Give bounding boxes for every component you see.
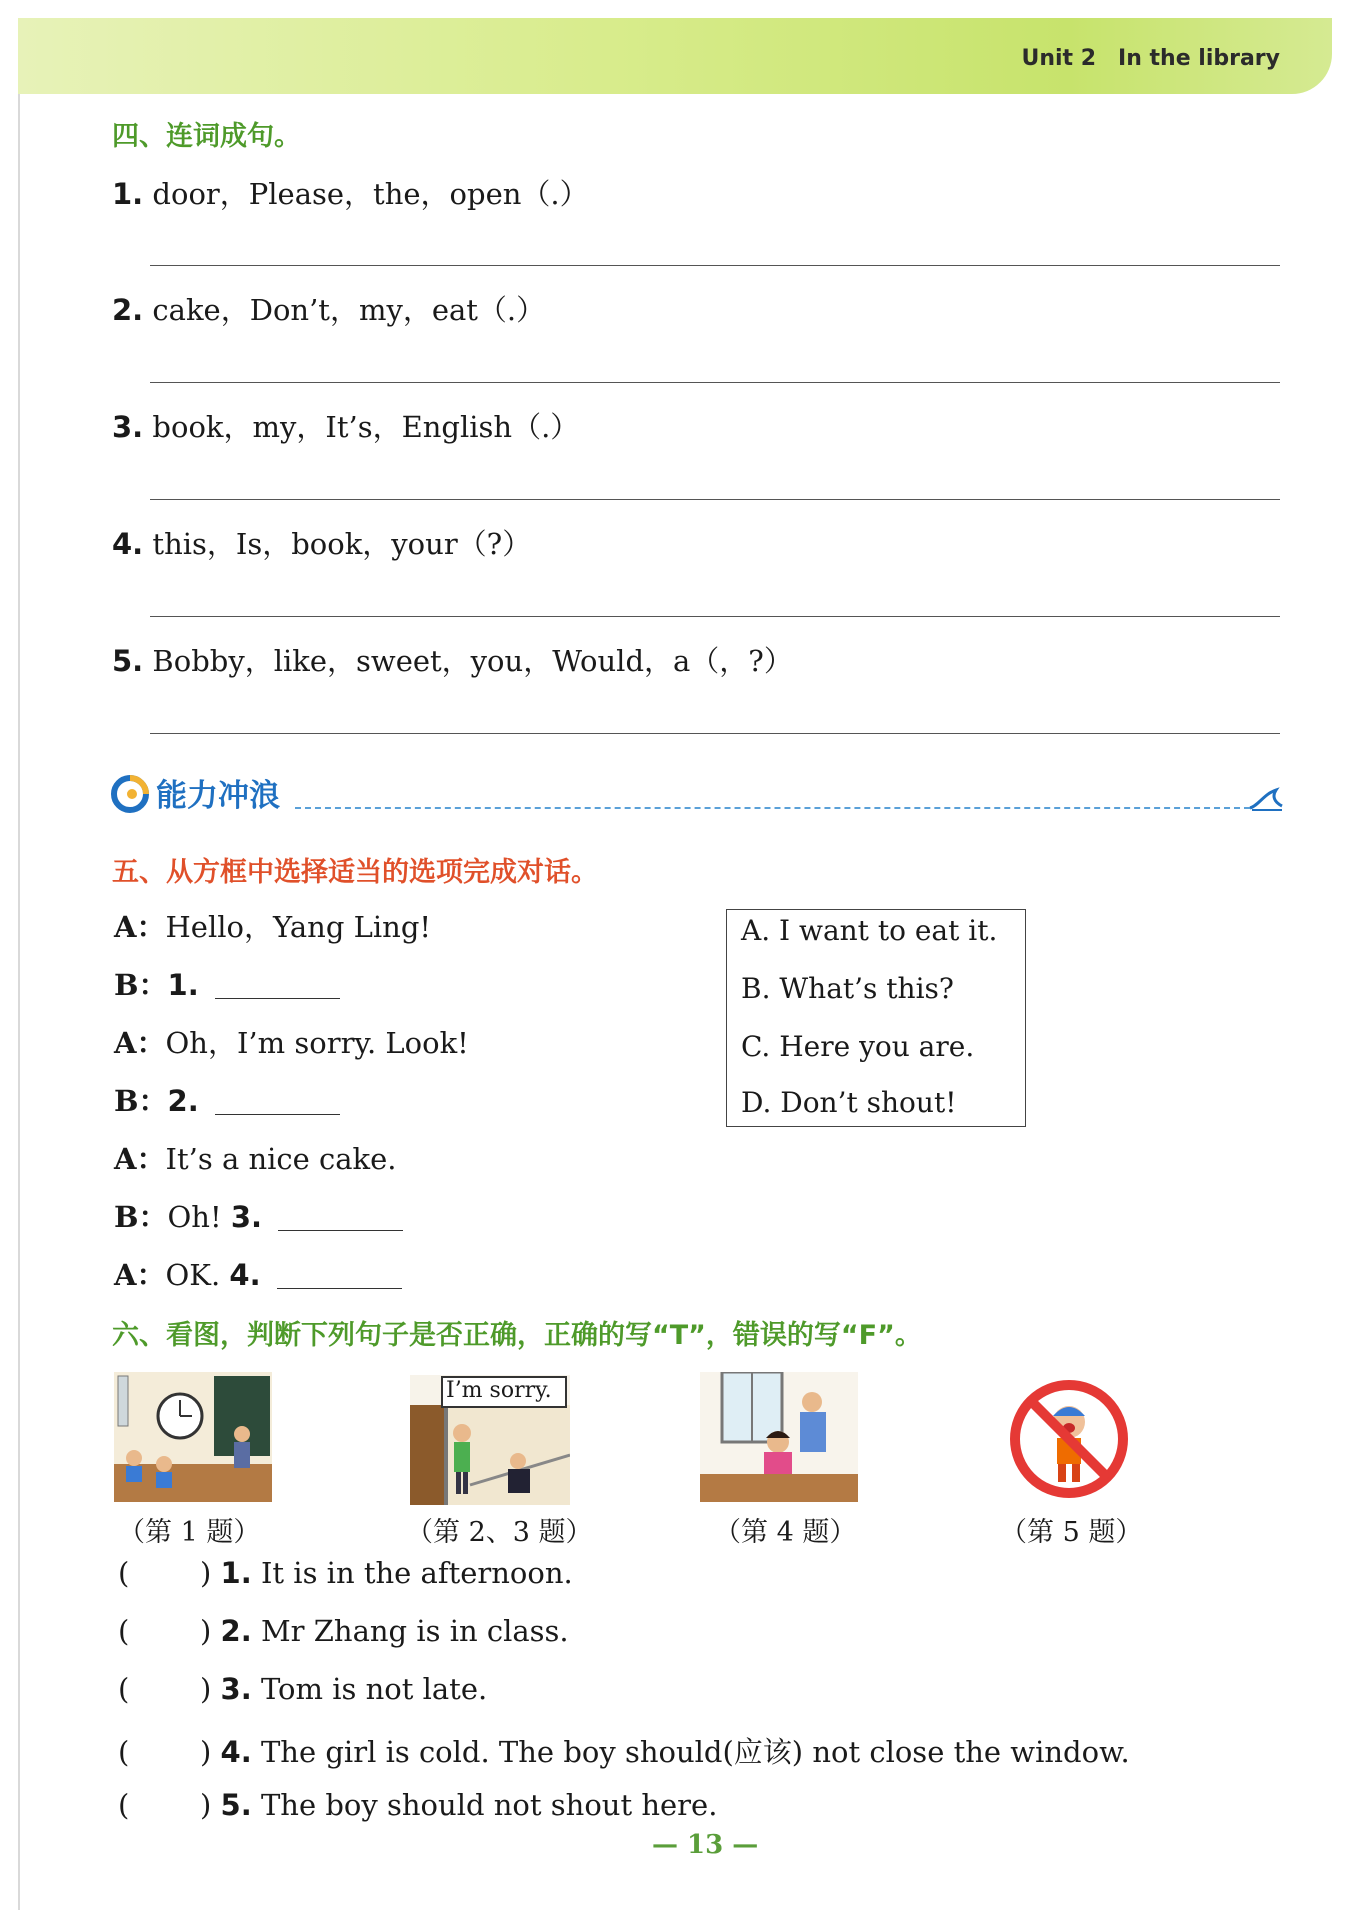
option-b: B. What’s this?	[741, 972, 954, 1005]
dialog-line-4	[114, 1079, 340, 1120]
header-title	[1021, 46, 1280, 71]
picture-3-window	[700, 1372, 858, 1502]
speech-bubble-text: I’m sorry.	[446, 1378, 552, 1403]
answer-line-2[interactable]	[150, 382, 1280, 383]
judge-close-paren-5: )	[200, 1788, 212, 1822]
unit-label: Unit 2	[1021, 46, 1097, 71]
judge-open-paren-1[interactable]: (	[118, 1556, 130, 1590]
dialog-speaker-2: B：	[114, 968, 168, 1002]
judge-num-2: 2.	[220, 1614, 252, 1648]
section4-title: 四、连词成句。	[112, 121, 301, 152]
dialog-num-3: 3.	[230, 1200, 263, 1234]
s4-item-5-num: 5.	[112, 644, 144, 678]
dialog-text-7: OK.	[165, 1258, 221, 1292]
surf-divider	[295, 807, 1250, 809]
judge-close-paren-4: )	[200, 1735, 212, 1769]
answer-line-5[interactable]	[150, 733, 1280, 734]
dialog-num-2: 2.	[167, 1084, 199, 1118]
dialog-speaker-5: A：	[114, 1142, 166, 1176]
judge-text-1: It is in the afternoon.	[260, 1556, 573, 1590]
dialog-num-4: 4.	[229, 1258, 261, 1292]
s4-item-1-text: door，Please，the，open（.）	[152, 177, 589, 211]
options-box	[726, 909, 1026, 1127]
caption-2: （第 2、3 题）	[406, 1517, 593, 1548]
dialog-speaker-4: B：	[114, 1084, 168, 1118]
judge-text-4: The girl is cold. The boy should(应该) not close the window.	[260, 1735, 1130, 1769]
s4-item-4-num: 4.	[112, 527, 144, 561]
picture-1-classroom	[114, 1372, 272, 1502]
section6-title: 六、看图，判断下列句子是否正确，正确的写“T”，错误的写“F”。	[112, 1320, 922, 1351]
s4-item-3-num: 3.	[112, 410, 144, 444]
dialog-speaker-3: A：	[114, 1026, 166, 1060]
judge-num-3: 3.	[220, 1672, 252, 1706]
dialog-speaker-6: B：	[114, 1200, 168, 1234]
surf-logo-icon	[110, 774, 150, 814]
dialog-speaker-7: A：	[114, 1258, 166, 1292]
option-d: D. Don’t shout!	[741, 1086, 957, 1119]
dialog-line-1	[114, 905, 431, 946]
dialog-text-3: Oh，I’m sorry. Look!	[165, 1026, 469, 1060]
judge-item-2	[118, 1614, 569, 1648]
page-number: — 13 —	[652, 1830, 759, 1860]
s4-item-4	[112, 522, 531, 563]
dialog-line-5	[114, 1137, 397, 1178]
judge-close-paren-1: )	[200, 1556, 212, 1590]
judge-text-3: Tom is not late.	[260, 1672, 488, 1706]
dialog-num-1: 1.	[167, 968, 199, 1002]
s4-item-2	[112, 288, 545, 329]
section5-title: 五、从方框中选择适当的选项完成对话。	[112, 857, 598, 888]
dialog-text-6: Oh!	[167, 1200, 222, 1234]
s4-item-5	[112, 639, 793, 680]
judge-item-5	[118, 1788, 717, 1822]
s4-item-3	[112, 405, 579, 446]
judge-item-1	[118, 1556, 573, 1590]
judge-close-paren-2: )	[200, 1614, 212, 1648]
s4-item-3-text: book，my，It’s，English（.）	[152, 410, 580, 444]
option-c: C. Here you are.	[741, 1030, 975, 1063]
surf-title: 能力冲浪	[156, 778, 280, 814]
dialog-line-6	[114, 1195, 403, 1236]
judge-num-1: 1.	[220, 1556, 252, 1590]
judge-text-2: Mr Zhang is in class.	[260, 1614, 569, 1648]
judge-text-5: The boy should not shout here.	[260, 1788, 718, 1822]
judge-num-5: 5.	[220, 1788, 252, 1822]
caption-1: （第 1 题）	[118, 1517, 261, 1548]
dialog-text-1: Hello，Yang Ling!	[165, 910, 432, 944]
dialog-blank-4[interactable]	[277, 1260, 402, 1289]
judge-open-paren-4[interactable]: (	[118, 1735, 130, 1769]
dialog-text-5: It’s a nice cake.	[165, 1142, 397, 1176]
s4-item-5-text: Bobby，like，sweet，you，Would，a（，?）	[152, 644, 793, 678]
s4-item-4-text: this，Is，book，your（?）	[152, 527, 532, 561]
dialog-line-2	[114, 963, 340, 1004]
wave-icon	[1248, 786, 1284, 812]
s4-item-2-text: cake，Don’t，my，eat（.）	[152, 293, 546, 327]
judge-open-paren-3[interactable]: (	[118, 1672, 130, 1706]
dialog-blank-1[interactable]	[215, 970, 340, 999]
answer-line-3[interactable]	[150, 499, 1280, 500]
judge-item-4	[118, 1730, 1130, 1771]
no-shouting-sign-icon	[1008, 1378, 1130, 1500]
s4-item-1-num: 1.	[112, 177, 144, 211]
judge-open-paren-5[interactable]: (	[118, 1788, 130, 1822]
judge-close-paren-3: )	[200, 1672, 212, 1706]
option-a: A. I want to eat it.	[741, 914, 998, 947]
caption-3: （第 4 题）	[714, 1517, 857, 1548]
s4-item-1	[112, 172, 589, 213]
dialog-blank-2[interactable]	[215, 1086, 340, 1115]
judge-open-paren-2[interactable]: (	[118, 1614, 130, 1648]
judge-item-3	[118, 1672, 487, 1706]
judge-num-4: 4.	[220, 1735, 252, 1769]
dialog-line-3	[114, 1021, 469, 1062]
dialog-line-7	[114, 1253, 402, 1294]
dialog-blank-3[interactable]	[278, 1202, 403, 1231]
answer-line-4[interactable]	[150, 616, 1280, 617]
page-edge	[18, 20, 20, 1910]
unit-title: In the library	[1118, 46, 1280, 71]
dialog-speaker-1: A：	[114, 910, 166, 944]
answer-line-1[interactable]	[150, 265, 1280, 266]
s4-item-2-num: 2.	[112, 293, 144, 327]
caption-4: （第 5 题）	[1000, 1517, 1143, 1548]
